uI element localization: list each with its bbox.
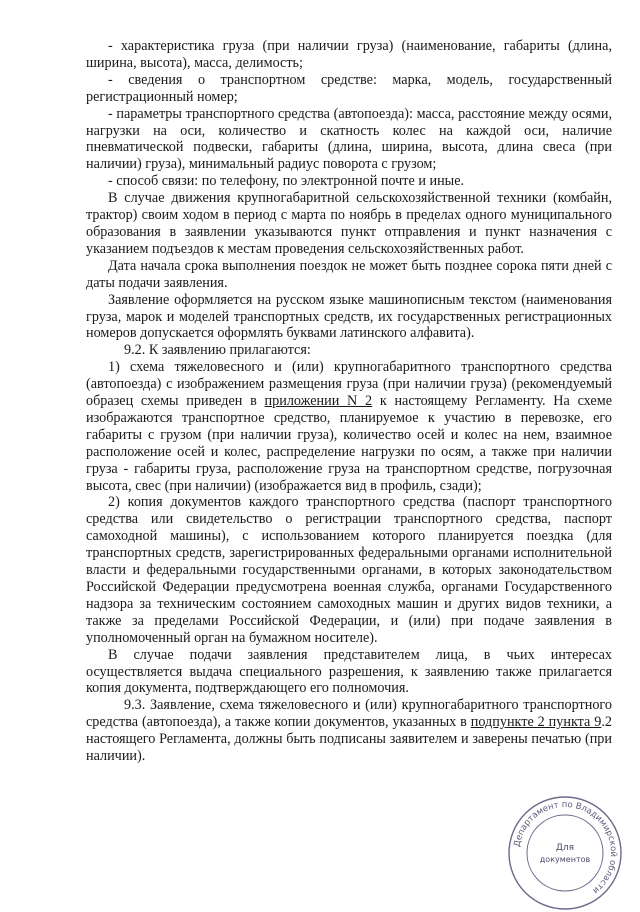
stamp-outer-ring	[509, 797, 621, 909]
section-9-3-text-before: 9.3. Заявление, схема тяжеловесного и (или) крупногабаритного транспортного средства (автопоезда), а также копии документов, указанных в	[86, 697, 612, 731]
paragraph-scheme	[86, 359, 612, 494]
stamp-ring-text: Департамент по Владимирской области	[512, 799, 619, 896]
paragraph-section-9-2: 9.2. К заявлению прилагаются:	[124, 342, 311, 359]
stamp-inner-ring	[527, 815, 603, 891]
paragraph-vehicle-parameters: - параметры транспортного средства (автопоезда): масса, расстояние между осями, нагрузки на оси, количество и скатность колес на каждой оси, наличие пневматической подвески, габариты (длина, ширина, высота, длина свеса (при наличии) груза), минимальный радиус поворота с грузом;	[86, 105, 612, 173]
scheme-text-before: 1) схема тяжеловесного и (или) крупногабаритного транспортного средства (автопоезда) с изображением размещения груза (при наличии груза) (рекомендуемый образец схемы приведен в	[86, 359, 612, 410]
stamp-center-line1: Для	[555, 843, 575, 853]
subparagraph-link[interactable]: подпункте 2 пункта 9	[470, 714, 602, 731]
paragraph-agricultural-machinery: В случае движения крупногабаритной сельскохозяйственной техники (комбайн, трактор) своим ходом в период с марта по ноябрь в пределах одного муниципального образования в заявлении указываются пункт отправления и пункт назначения с указанием подъездов к местам проведения сельскохозяйственных работ.	[86, 190, 612, 257]
paragraph-language: Заявление оформляется на русском языке машинописным текстом (наименования груза, марок и моделей транспортных средств, их государственных регистрационных номеров допускается оформлять буквами латинского алфавита).	[86, 291, 612, 342]
paragraph-cargo-characteristics: - характеристика груза (при наличии груза) (наименование, габариты (длина, ширина, высота), масса, делимость;	[86, 38, 612, 71]
paragraph-documents-copy: 2) копия документов каждого транспортного средства (паспорт транспортного средства или свидетельство о регистрации транспортного средства, паспорт самоходной машины), с использованием которого планируется поездка (для транспортных средств, зарегистрированных федеральными органами исполнительной власти и федеральными государственными органами, в которых законодательством Российской Федерации предусмотрена военная служба, органами Государственного надзора за техническим состоянием самоходных машин и других видов техники, а также за пределами Российской Федерации, и (или) при подаче заявления в уполномоченный орган на бумажном носителе).	[86, 494, 612, 646]
stamp-seal	[506, 794, 624, 912]
paragraph-representative: В случае подачи заявления представителем лица, в чьих интересах осуществляется выдача специального разрешения, к заявлению также прилагается копия документа, подтверждающего его полномочия.	[86, 646, 612, 697]
appendix-2-link[interactable]: приложении N 2	[264, 393, 373, 410]
paragraph-contact-method: - способ связи: по телефону, по электронной почте и иные.	[108, 173, 465, 190]
section-9-3-text-after: .2 настоящего Регламента, должны быть подписаны заявителем и заверены печатью (при наличии).	[86, 714, 612, 765]
paragraph-section-9-3	[86, 697, 612, 765]
paragraph-start-date: Дата начала срока выполнения поездок не может быть позднее сорока пяти дней с даты подачи заявления.	[86, 257, 612, 291]
paragraph-vehicle-info: - сведения о транспортном средстве: марка, модель, государственный регистрационный номер;	[86, 71, 612, 105]
stamp-center-line2: документов	[539, 855, 591, 864]
document-body	[86, 38, 612, 765]
scheme-text-after: к настоящему Регламенту. На схеме изображаются транспортное средство, планируемое к участию в перевозке, его габариты с грузом (при наличии груза), количество осей и колес на нем, взаимное расположение осей и колес, распределение нагрузки по осям, а также при наличии груза - габариты груза, расположение груза на транспортном средстве, погрузочная высота, свес (при наличии) (изображается вид в профиль, сзади);	[86, 393, 612, 494]
